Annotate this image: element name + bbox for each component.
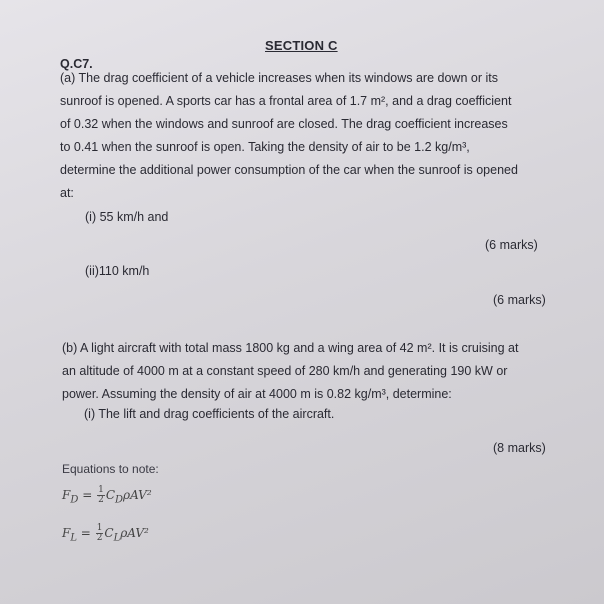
drag-eq-fraction: $\frac{1}{2}$	[98, 485, 104, 505]
part-b-marks-i: (8 marks)	[493, 441, 546, 455]
drag-eq-lhs: F	[62, 488, 71, 502]
lift-eq-fraction: $\frac{1}{2}$	[96, 523, 103, 543]
lift-eq-tail: ρAV²	[120, 526, 149, 540]
section-title: SECTION C	[265, 38, 338, 53]
drag-eq-lhs-sub: D	[70, 494, 79, 506]
drag-eq-tail: ρAV²	[123, 488, 152, 502]
part-b-line-3: power. Assuming the density of air at 4000 m is 0.82 kg/m³, determine:	[62, 387, 452, 401]
drag-equation: $F_D$ = $\frac{1}{2}$ $C_D\rho AV^2$	[62, 485, 152, 506]
lift-eq-coeff-sub: L	[113, 532, 121, 544]
drag-eq-coeff-sub: D	[115, 494, 124, 506]
question-number: Q.C7.	[60, 57, 93, 71]
part-b-line-1: (b) A light aircraft with total mass 1800 kg and a wing area of 42 m². It is cruising at	[62, 341, 519, 355]
part-a-marks-ii: (6 marks)	[493, 293, 546, 307]
part-a-line-1: (a) The drag coefficient of a vehicle increases when its windows are down or its	[60, 71, 498, 85]
part-b-sub-i: (i) The lift and drag coefficients of the aircraft.	[84, 407, 335, 421]
lift-eq-lhs: F	[62, 526, 71, 540]
part-a-sub-i: (i) 55 km/h and	[85, 210, 169, 224]
lift-eq-lhs-sub: L	[70, 532, 77, 544]
part-a-marks-i: (6 marks)	[485, 238, 538, 252]
equations-heading: Equations to note:	[62, 462, 159, 476]
part-a-sub-ii: (ii)110 km/h	[85, 264, 150, 278]
drag-eq-coeff: C	[105, 488, 115, 502]
part-a-line-2: sunroof is opened. A sports car has a frontal area of 1.7 m², and a drag coefficient	[60, 94, 512, 108]
lift-eq-coeff: C	[104, 526, 114, 540]
lift-equation: $F_L$ = $\frac{1}{2}$ $C_L\rho AV^2$	[62, 523, 149, 544]
part-a-line-4: to 0.41 when the sunroof is open. Taking the density of air to be 1.2 kg/m³,	[60, 140, 470, 154]
part-a-line-5: determine the additional power consumption of the car when the sunroof is opened	[60, 163, 518, 177]
part-a-line-6: at:	[60, 186, 74, 200]
part-b-line-2: an altitude of 4000 m at a constant speed of 280 km/h and generating 190 kW or	[62, 364, 508, 378]
part-a-line-3: of 0.32 when the windows and sunroof are closed. The drag coefficient increases	[60, 117, 508, 131]
